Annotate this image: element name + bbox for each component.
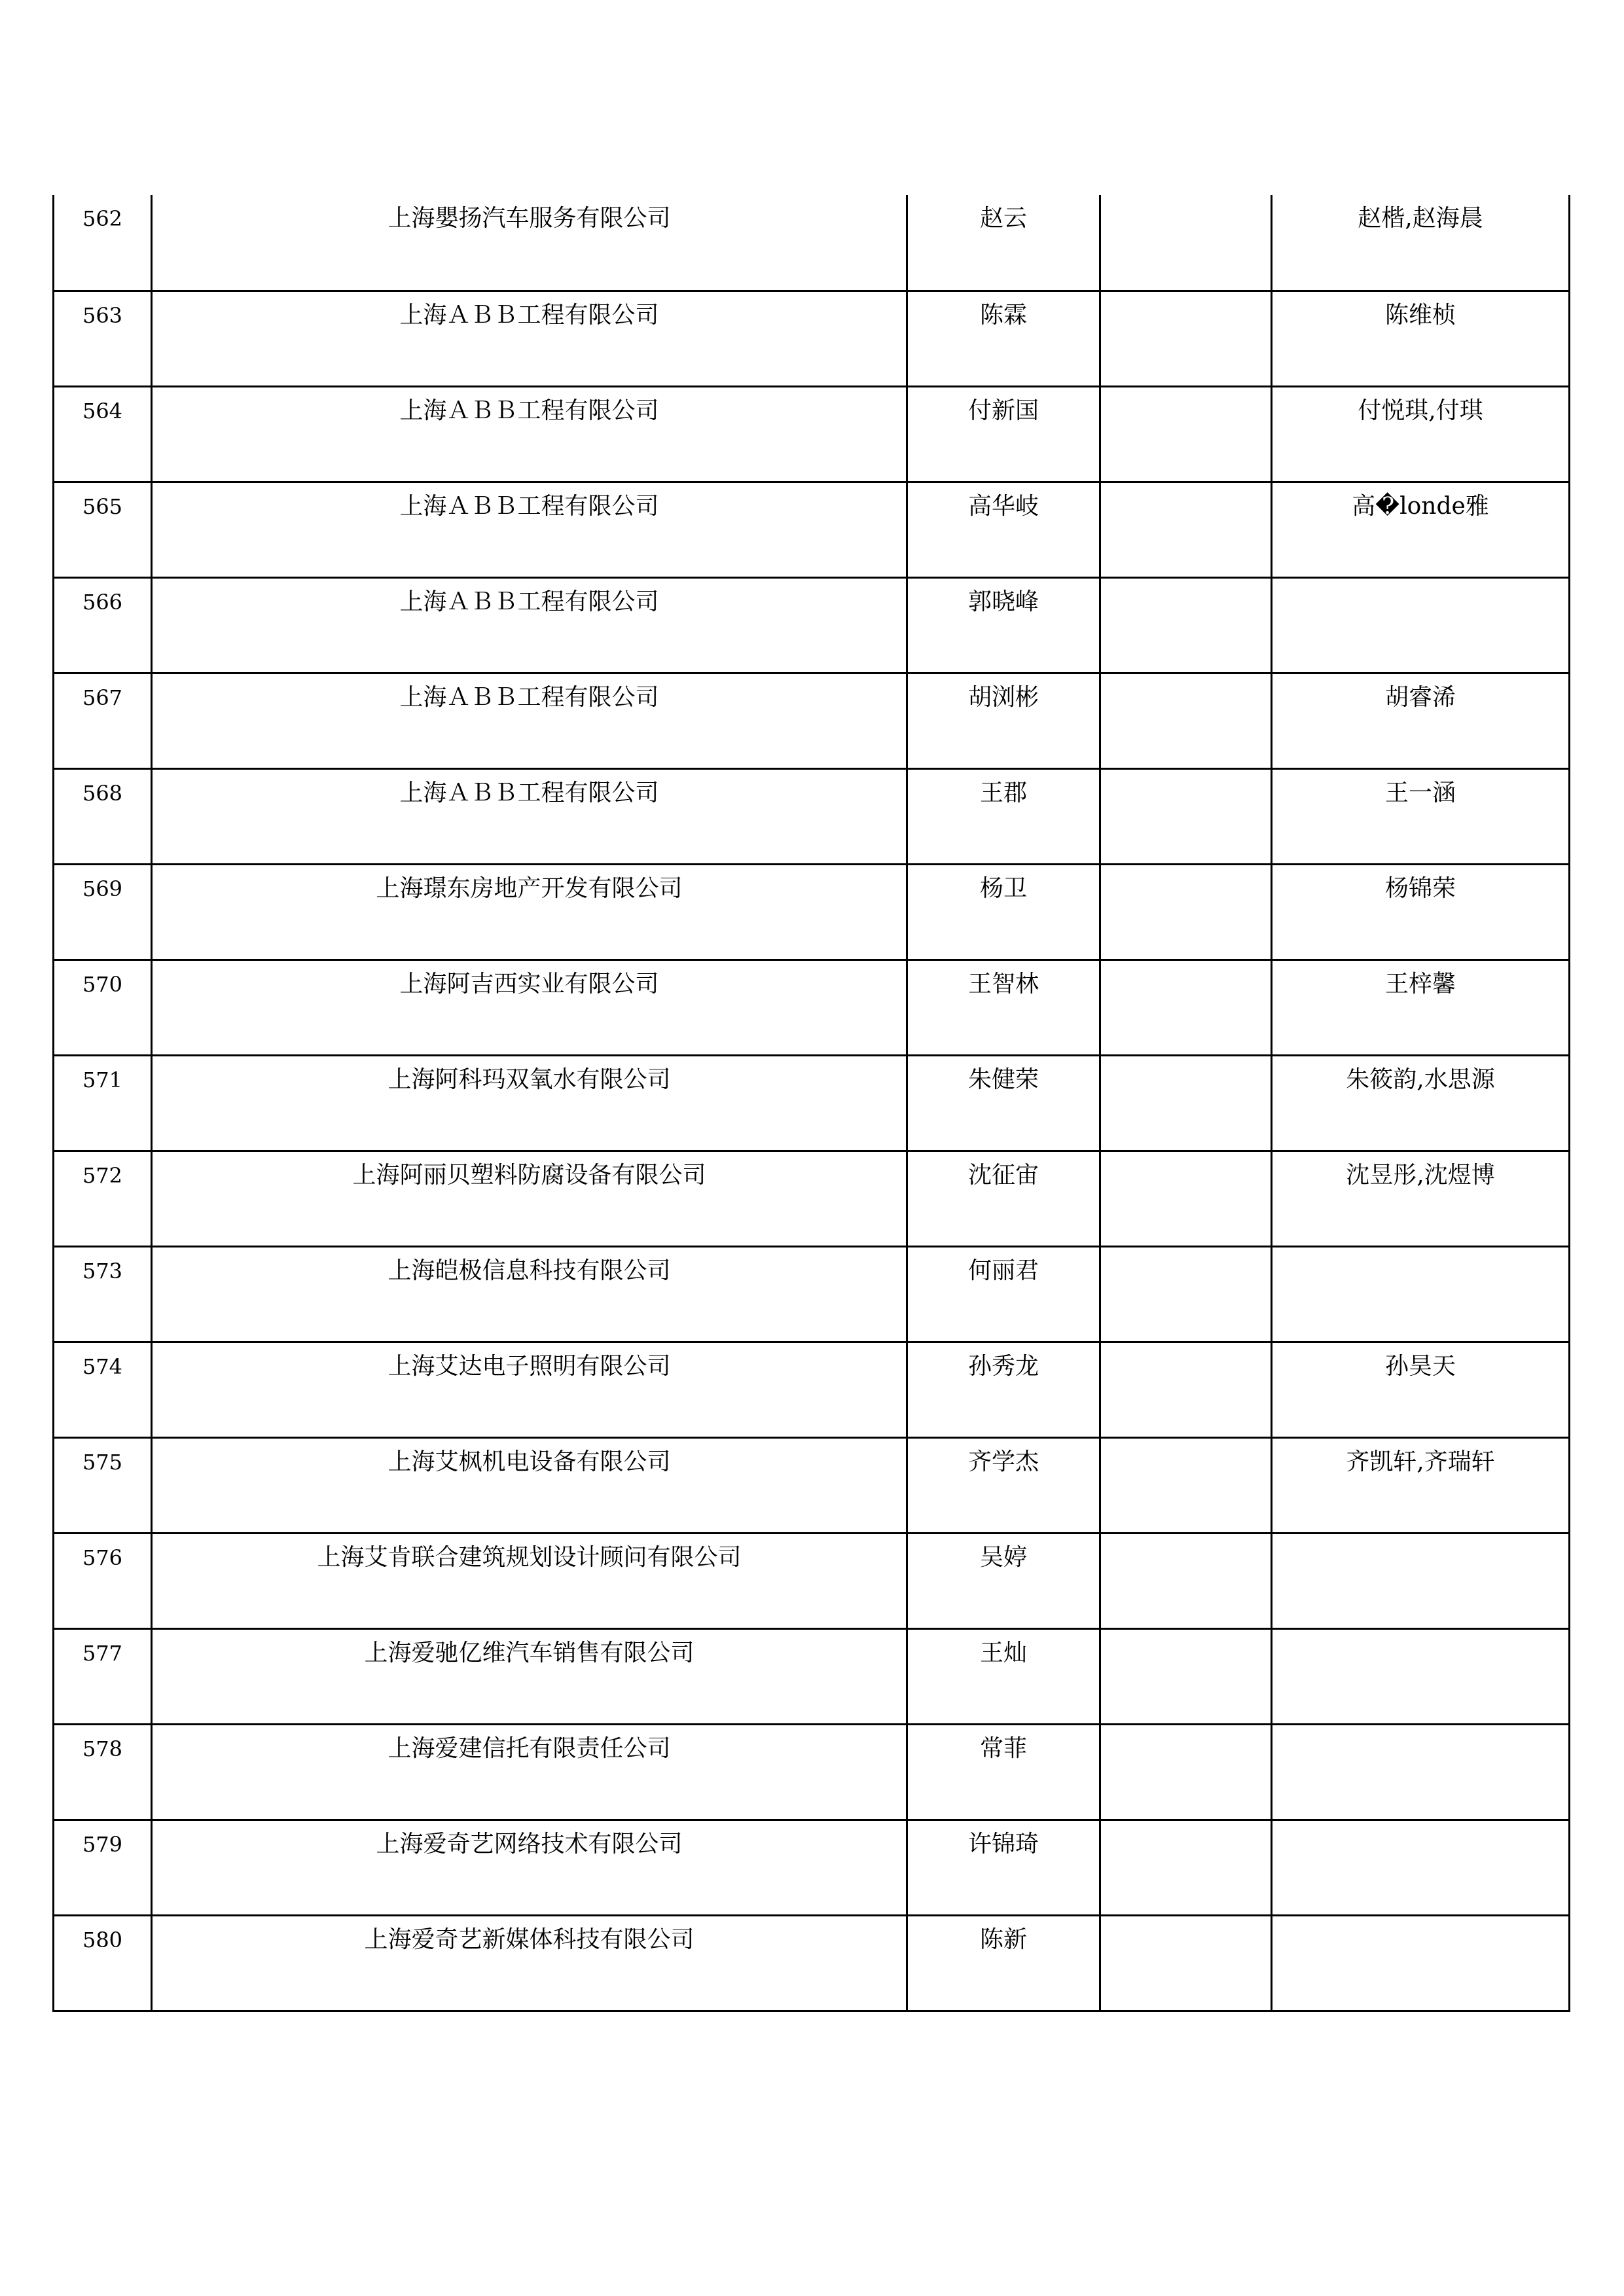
empty-column-cell xyxy=(1100,864,1272,960)
empty-column-cell xyxy=(1100,1437,1272,1533)
company-name-text: 上海ＡＢＢ工程有限公司 xyxy=(399,301,659,329)
empty-column-cell xyxy=(1100,291,1272,386)
person-name-cell xyxy=(907,1915,1100,2011)
company-name-text: 上海ＡＢＢ工程有限公司 xyxy=(399,588,659,615)
row-number-cell xyxy=(54,195,152,291)
row-number-text: 574 xyxy=(82,1354,123,1379)
family-members-cell xyxy=(1272,291,1570,386)
company-name-cell xyxy=(152,1628,907,1724)
company-name-cell xyxy=(152,768,907,864)
empty-column-cell xyxy=(1100,1055,1272,1151)
person-name-text: 朱健荣 xyxy=(967,1066,1039,1093)
row-number-text: 562 xyxy=(82,206,123,231)
person-name-text: 王灿 xyxy=(979,1639,1027,1666)
table-row xyxy=(54,577,1570,673)
family-members-text xyxy=(1272,1630,1568,1640)
person-name-cell xyxy=(907,1724,1100,1820)
family-members-text xyxy=(1272,1821,1568,1831)
table-row xyxy=(54,1724,1570,1820)
family-members-text xyxy=(1272,579,1568,589)
empty-column-text xyxy=(1101,292,1271,302)
table-row xyxy=(54,673,1570,768)
person-name-cell xyxy=(907,386,1100,482)
person-name-text: 陈霖 xyxy=(979,301,1027,329)
family-members-text: 陈维桢 xyxy=(1384,301,1456,329)
row-number-text: 578 xyxy=(82,1736,123,1761)
family-members-text: 王一涵 xyxy=(1384,779,1456,806)
row-number-cell xyxy=(54,1151,152,1246)
person-name-cell xyxy=(907,673,1100,768)
row-number-cell xyxy=(54,1724,152,1820)
person-name-text: 何丽君 xyxy=(967,1257,1039,1284)
empty-column-text xyxy=(1101,1152,1271,1162)
family-members-cell xyxy=(1272,1246,1570,1342)
family-members-cell xyxy=(1272,673,1570,768)
family-members-cell xyxy=(1272,1151,1570,1246)
family-members-text: 朱筱韵,水思源 xyxy=(1346,1066,1495,1093)
row-number-cell xyxy=(54,768,152,864)
table-row xyxy=(54,1342,1570,1437)
person-name-text: 吴婷 xyxy=(979,1543,1027,1571)
person-name-cell xyxy=(907,1628,1100,1724)
family-members-text: 杨锦荣 xyxy=(1384,874,1456,902)
table-row xyxy=(54,864,1570,960)
empty-column-text xyxy=(1101,674,1271,685)
company-name-text: 上海璟东房地产开发有限公司 xyxy=(376,874,683,902)
person-name-cell xyxy=(907,864,1100,960)
company-name-text: 上海爱驰亿维汽车销售有限公司 xyxy=(364,1639,695,1666)
person-name-cell xyxy=(907,1533,1100,1628)
person-name-cell xyxy=(907,960,1100,1055)
family-members-text: 付悦琪,付琪 xyxy=(1358,397,1483,424)
empty-column-cell xyxy=(1100,386,1272,482)
table-row xyxy=(54,1151,1570,1246)
family-members-cell xyxy=(1272,1533,1570,1628)
company-name-text: 上海皑极信息科技有限公司 xyxy=(388,1257,671,1284)
company-name-cell xyxy=(152,1820,907,1915)
table-row xyxy=(54,1820,1570,1915)
table-row xyxy=(54,291,1570,386)
table-row xyxy=(54,1915,1570,2011)
company-name-cell xyxy=(152,482,907,577)
row-number-cell xyxy=(54,1055,152,1151)
empty-column-cell xyxy=(1100,1342,1272,1437)
family-members-text: 胡睿浠 xyxy=(1384,683,1456,711)
family-members-text: 孙昊天 xyxy=(1384,1352,1456,1380)
family-members-cell xyxy=(1272,1437,1570,1533)
company-name-cell xyxy=(152,1151,907,1246)
company-name-cell xyxy=(152,386,907,482)
row-number-cell xyxy=(54,1246,152,1342)
empty-column-cell xyxy=(1100,1151,1272,1246)
row-number-text: 580 xyxy=(82,1927,123,1952)
family-members-cell xyxy=(1272,577,1570,673)
row-number-text: 570 xyxy=(82,971,123,997)
person-name-text: 高华岐 xyxy=(967,492,1039,520)
person-name-cell xyxy=(907,1820,1100,1915)
row-number-text: 572 xyxy=(82,1162,123,1188)
person-name-text: 付新国 xyxy=(967,397,1039,424)
row-number-text: 568 xyxy=(82,780,123,806)
empty-column-cell xyxy=(1100,1724,1272,1820)
empty-column-cell xyxy=(1100,1246,1272,1342)
row-number-cell xyxy=(54,673,152,768)
empty-column-text xyxy=(1101,579,1271,589)
row-number-text: 564 xyxy=(82,398,123,423)
family-members-text: 高�londe雅 xyxy=(1352,492,1489,520)
person-name-text: 常菲 xyxy=(979,1734,1027,1762)
family-members-cell xyxy=(1272,960,1570,1055)
company-name-text: 上海阿科玛双氧水有限公司 xyxy=(388,1066,671,1093)
empty-column-text xyxy=(1101,1439,1271,1449)
family-members-cell xyxy=(1272,1724,1570,1820)
person-name-text: 王智林 xyxy=(967,970,1039,997)
person-name-text: 孙秀龙 xyxy=(967,1352,1039,1380)
empty-column-cell xyxy=(1100,768,1272,864)
company-name-cell xyxy=(152,1437,907,1533)
row-number-text: 563 xyxy=(82,302,123,328)
table-row xyxy=(54,482,1570,577)
roster-table xyxy=(52,195,1570,2012)
company-name-cell xyxy=(152,1915,907,2011)
row-number-cell xyxy=(54,1915,152,2011)
empty-column-cell xyxy=(1100,1820,1272,1915)
person-name-cell xyxy=(907,1342,1100,1437)
company-name-text: 上海爱建信托有限责任公司 xyxy=(388,1734,671,1762)
person-name-cell xyxy=(907,1246,1100,1342)
row-number-text: 569 xyxy=(82,876,123,901)
row-number-text: 575 xyxy=(82,1449,123,1475)
company-name-cell xyxy=(152,1342,907,1437)
table-row xyxy=(54,1533,1570,1628)
table-row xyxy=(54,768,1570,864)
table-row xyxy=(54,1628,1570,1724)
company-name-cell xyxy=(152,673,907,768)
row-number-cell xyxy=(54,482,152,577)
company-name-text: 上海ＡＢＢ工程有限公司 xyxy=(399,779,659,806)
row-number-text: 567 xyxy=(82,685,123,710)
row-number-cell xyxy=(54,1820,152,1915)
empty-column-cell xyxy=(1100,577,1272,673)
table-row xyxy=(54,386,1570,482)
empty-column-text xyxy=(1101,483,1271,493)
row-number-cell xyxy=(54,864,152,960)
family-members-text xyxy=(1272,1725,1568,1736)
person-name-text: 胡浏彬 xyxy=(967,683,1039,711)
family-members-cell xyxy=(1272,386,1570,482)
company-name-cell xyxy=(152,1246,907,1342)
company-name-cell xyxy=(152,1533,907,1628)
company-name-cell xyxy=(152,291,907,386)
row-number-cell xyxy=(54,1533,152,1628)
person-name-cell xyxy=(907,577,1100,673)
company-name-cell xyxy=(152,195,907,291)
row-number-cell xyxy=(54,1437,152,1533)
empty-column-text xyxy=(1101,961,1271,971)
company-name-cell xyxy=(152,864,907,960)
empty-column-text xyxy=(1101,865,1271,876)
person-name-text: 郭晓峰 xyxy=(967,588,1039,615)
row-number-cell xyxy=(54,1342,152,1437)
family-members-cell xyxy=(1272,1915,1570,2011)
company-name-text: 上海嬰扬汽车服务有限公司 xyxy=(388,205,671,232)
row-number-text: 571 xyxy=(82,1067,123,1092)
company-name-cell xyxy=(152,577,907,673)
company-name-cell xyxy=(152,1724,907,1820)
company-name-text: 上海爱奇艺新媒体科技有限公司 xyxy=(364,1926,695,1953)
person-name-text: 许锦琦 xyxy=(967,1830,1039,1857)
company-name-cell xyxy=(152,960,907,1055)
person-name-text: 赵云 xyxy=(979,205,1027,232)
person-name-cell xyxy=(907,768,1100,864)
empty-column-text xyxy=(1101,1821,1271,1831)
empty-column-text xyxy=(1101,1916,1271,1927)
company-name-text: 上海艾达电子照明有限公司 xyxy=(388,1352,671,1380)
family-members-text: 赵楷,赵海晨 xyxy=(1358,205,1483,232)
row-number-cell xyxy=(54,291,152,386)
family-members-cell xyxy=(1272,482,1570,577)
family-members-text xyxy=(1272,1247,1568,1258)
row-number-cell xyxy=(54,386,152,482)
company-name-text: 上海阿吉西实业有限公司 xyxy=(399,970,659,997)
person-name-cell xyxy=(907,1437,1100,1533)
family-members-text: 齐凯轩,齐瑞轩 xyxy=(1346,1448,1495,1475)
row-number-cell xyxy=(54,1628,152,1724)
company-name-text: 上海爱奇艺网络技术有限公司 xyxy=(376,1830,683,1857)
empty-column-text xyxy=(1101,1534,1271,1545)
company-name-text: 上海ＡＢＢ工程有限公司 xyxy=(399,397,659,424)
family-members-text: 沈昱彤,沈煜博 xyxy=(1346,1161,1495,1189)
roster-table-body xyxy=(54,195,1570,2011)
person-name-text: 王郡 xyxy=(979,779,1027,806)
row-number-text: 566 xyxy=(82,589,123,615)
company-name-text: 上海阿丽贝塑料防腐设备有限公司 xyxy=(352,1161,706,1189)
company-name-text: 上海ＡＢＢ工程有限公司 xyxy=(399,492,659,520)
table-row xyxy=(54,1246,1570,1342)
empty-column-cell xyxy=(1100,1628,1272,1724)
person-name-text: 齐学杰 xyxy=(967,1448,1039,1475)
empty-column-cell xyxy=(1100,673,1272,768)
row-number-text: 576 xyxy=(82,1545,123,1570)
company-name-text: 上海艾肯联合建筑规划设计顾问有限公司 xyxy=(317,1543,742,1571)
family-members-cell xyxy=(1272,1628,1570,1724)
empty-column-text xyxy=(1101,387,1271,398)
empty-column-text xyxy=(1101,1247,1271,1258)
empty-column-text xyxy=(1101,1630,1271,1640)
person-name-text: 沈征宙 xyxy=(967,1161,1039,1189)
person-name-text: 陈新 xyxy=(979,1926,1027,1953)
empty-column-text xyxy=(1101,195,1271,206)
row-number-cell xyxy=(54,577,152,673)
family-members-cell xyxy=(1272,864,1570,960)
empty-column-text xyxy=(1101,1725,1271,1736)
family-members-cell xyxy=(1272,195,1570,291)
person-name-cell xyxy=(907,291,1100,386)
empty-column-cell xyxy=(1100,195,1272,291)
empty-column-cell xyxy=(1100,1533,1272,1628)
table-row xyxy=(54,960,1570,1055)
family-members-cell xyxy=(1272,1820,1570,1915)
family-members-text xyxy=(1272,1916,1568,1927)
company-name-cell xyxy=(152,1055,907,1151)
empty-column-text xyxy=(1101,770,1271,780)
person-name-cell xyxy=(907,1151,1100,1246)
table-row xyxy=(54,1437,1570,1533)
company-name-text: 上海艾枫机电设备有限公司 xyxy=(388,1448,671,1475)
row-number-text: 573 xyxy=(82,1258,123,1283)
empty-column-text xyxy=(1101,1056,1271,1067)
person-name-text: 杨卫 xyxy=(979,874,1027,902)
family-members-cell xyxy=(1272,768,1570,864)
empty-column-cell xyxy=(1100,482,1272,577)
empty-column-text xyxy=(1101,1343,1271,1354)
empty-column-cell xyxy=(1100,960,1272,1055)
company-name-text: 上海ＡＢＢ工程有限公司 xyxy=(399,683,659,711)
family-members-cell xyxy=(1272,1055,1570,1151)
person-name-cell xyxy=(907,195,1100,291)
family-members-cell xyxy=(1272,1342,1570,1437)
table-row xyxy=(54,1055,1570,1151)
empty-column-cell xyxy=(1100,1915,1272,2011)
table-row xyxy=(54,195,1570,291)
row-number-text: 577 xyxy=(82,1640,123,1666)
person-name-cell xyxy=(907,1055,1100,1151)
row-number-text: 579 xyxy=(82,1831,123,1857)
person-name-cell xyxy=(907,482,1100,577)
family-members-text xyxy=(1272,1534,1568,1545)
family-members-text: 王梓馨 xyxy=(1384,970,1456,997)
row-number-text: 565 xyxy=(82,493,123,519)
row-number-cell xyxy=(54,960,152,1055)
